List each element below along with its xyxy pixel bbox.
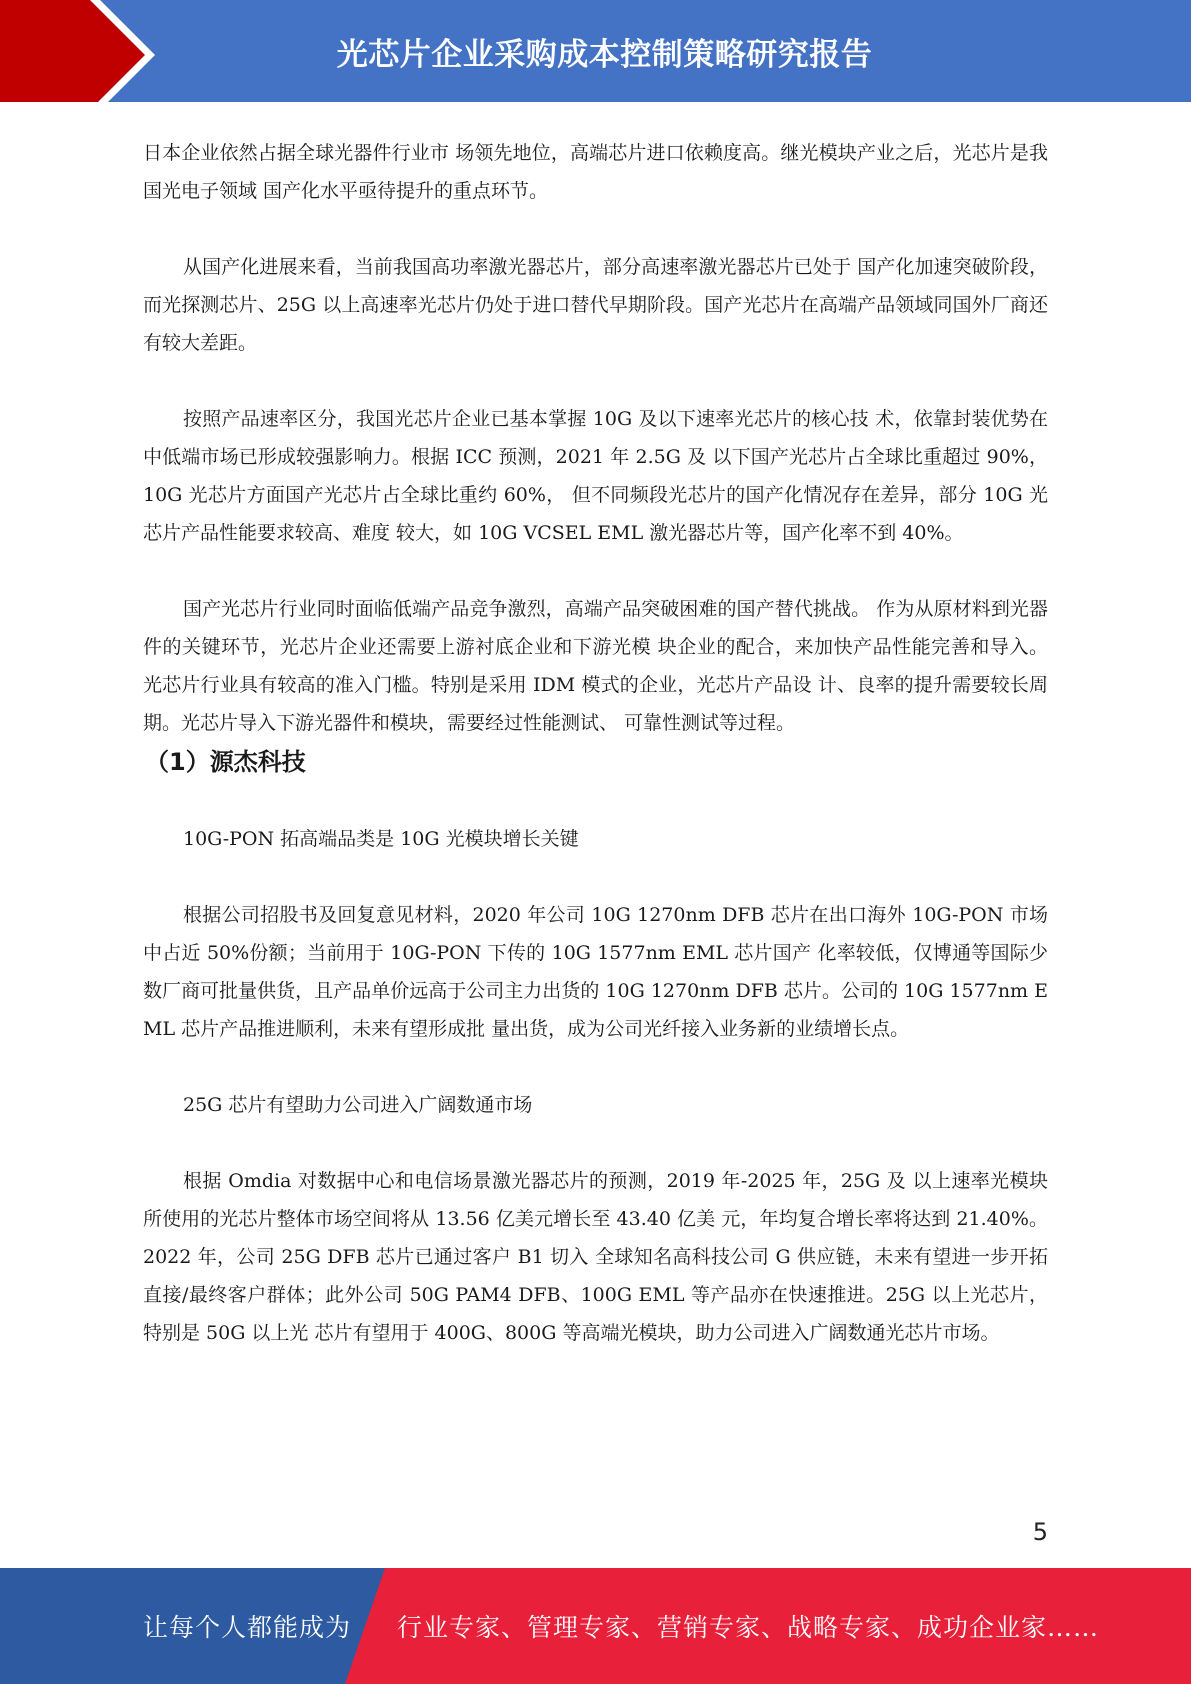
paragraph-1: 日本企业依然占据全球光器件行业市 场领先地位，高端芯片进口依赖度高。继光模块产业之后，光芯片是我国光电子领域 国产化水平亟待提升的重点环节。 [143,142,1048,202]
subheading-1: 10G-PON 拓高端品类是 10G 光模块增长关键 [183,828,579,850]
document-body [143,134,1048,1352]
paragraph-5: 根据公司招股书及回复意见材料，2020 年公司 10G 1270nm DFB 芯片在出口海外 10G-PON 市场中占近 50%份额；当前用于 10G-PON 下传的 10G 1577nm EML 芯片国产 化率较低，仅博通等国际少数厂商可批量供货，且产品单价远高于公司主力出货的 10G 1270nm DFB 芯片。公司的 10G 1577nm EML 芯片产品推进顺利，未来有望形成批 量出货，成为公司光纤接入业务新的业绩增长点。 [143,904,1048,1040]
header-banner [0,0,1191,110]
footer-slogan-right: 行业专家、管理专家、营销专家、战略专家、成功企业家…… [397,1613,1100,1642]
paragraph-6: 根据 Omdia 对数据中心和电信场景激光器芯片的预测，2019 年-2025 年，25G 及 以上速率光模块所使用的光芯片整体市场空间将从 13.56 亿美元增长至 43.40 亿美 元，年均复合增长率将达到 21.40%。2022 年，公司 25G DFB 芯片已通过客户 B1 切入 全球知名高科技公司 G 供应链，未来有望进一步开拓直接/最终客户群体；此外公司 50G PAM4 DFB、100G EML 等产品亦在快速推进。25G 以上光芯片，特别是 50G 以上光 芯片有望用于 400G、800G 等高端光模块，助力公司进入广阔数通光芯片市场。 [143,1170,1048,1344]
document-title: 光芯片企业采购成本控制策略研究报告 [336,36,873,73]
footer-slogan-left: 让每个人都能成为 [143,1613,352,1642]
subheading-2: 25G 芯片有望助力公司进入广阔数通市场 [183,1094,533,1116]
paragraph-3: 按照产品速率区分，我国光芯片企业已基本掌握 10G 及以下速率光芯片的核心技 术，依靠封装优势在中低端市场已形成较强影响力。根据 ICC 预测，2021 年 2.5G 及 以下国产光芯片占全球比重超过 90%，10G 光芯片方面国产光芯片占全球比重约 60%， 但不同频段光芯片的国产化情况存在差异，部分 10G 光芯片产品性能要求较高、难度 较大，如 10G VCSEL EML 激光器芯片等，国产化率不到 40%。 [143,408,1048,544]
page-number: 5 [1032,1518,1048,1546]
paragraph-2: 从国产化进展来看，当前我国高功率激光器芯片，部分高速率激光器芯片已处于 国产化加速突破阶段，而光探测芯片、25G 以上高速率光芯片仍处于进口替代早期阶段。国产光芯片在高端产品领域同国外厂商还有较大差距。 [143,256,1048,354]
footer-banner [0,1568,1191,1684]
section-heading: （1）源杰科技 [145,748,306,776]
paragraph-4: 国产光芯片行业同时面临低端产品竞争激烈，高端产品突破困难的国产替代挑战。 作为从原材料到光器件的关键环节，光芯片企业还需要上游衬底企业和下游光模 块企业的配合，来加快产品性能完善和导入。 光芯片行业具有较高的准入门槛。特别是采用 IDM 模式的企业，光芯片产品设 计、良率的提升需要较长周期。光芯片导入下游光器件和模块，需要经过性能测试、 可靠性测试等过程。 [143,598,1048,734]
